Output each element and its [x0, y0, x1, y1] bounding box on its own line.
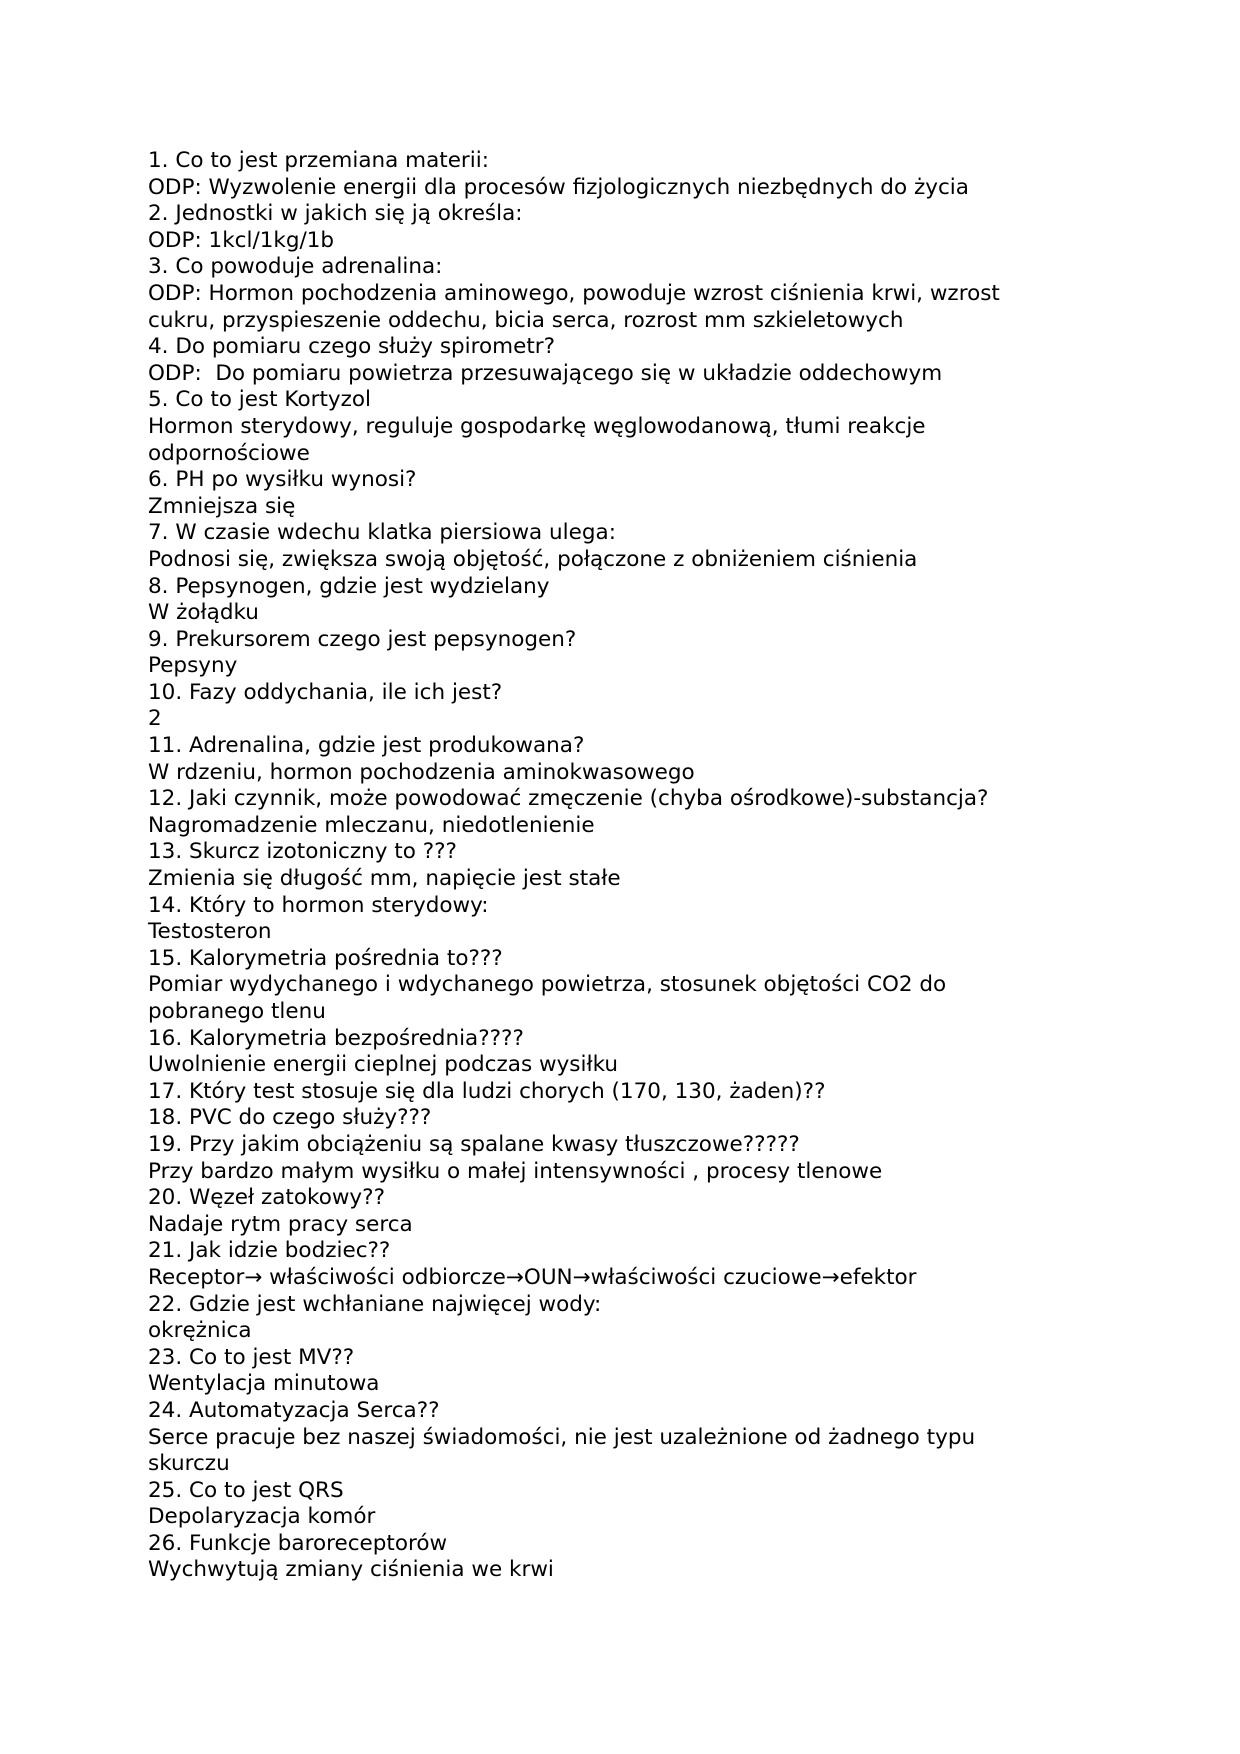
text-line: 20. Węzeł zatokowy??: [148, 1185, 385, 1211]
text-line: 13. Skurcz izotoniczny to ???: [148, 839, 457, 865]
text-line: 7. W czasie wdechu klatka piersiowa ulega:: [148, 520, 616, 546]
text-line: ODP: Hormon pochodzenia aminowego, powoduje wzrost ciśnienia krwi, wzrost: [148, 280, 1000, 306]
text-line: 3. Co powoduje adrenalina:: [148, 254, 443, 280]
text-line: 21. Jak idzie bodziec??: [148, 1238, 391, 1264]
text-line: 24. Automatyzacja Serca??: [148, 1397, 440, 1423]
text-line: 1. Co to jest przemiana materii:: [148, 148, 489, 173]
text-line: 19. Przy jakim obciążeniu są spalane kwasy tłuszczowe?????: [148, 1131, 800, 1157]
text-line: Receptor→ właściwości odbiorcze→OUN→właściwości czuciowe→efektor: [148, 1264, 917, 1290]
text-line: 17. Który test stosuje się dla ludzi chorych (170, 130, żaden)??: [148, 1078, 826, 1104]
text-line: Pomiar wydychanego i wdychanego powietrza, stosunek objętości CO2 do: [148, 972, 947, 998]
text-line: 5. Co to jest Kortyzol: [148, 387, 372, 413]
text-line: Hormon sterydowy, reguluje gospodarkę węglowodanową, tłumi reakcje: [148, 413, 926, 439]
text-line: W żołądku: [148, 600, 259, 626]
text-line: Nadaje rytm pracy serca: [148, 1211, 413, 1237]
text-line: Uwolnienie energii cieplnej podczas wysiłku: [148, 1052, 618, 1078]
text-line: 9. Prekursorem czego jest pepsynogen?: [148, 626, 577, 652]
text-line: 8. Pepsynogen, gdzie jest wydzielany: [148, 573, 550, 599]
text-line: Zmniejsza się: [148, 493, 296, 519]
text-line: 22. Gdzie jest wchłaniane najwięcej wody:: [148, 1291, 602, 1317]
text-line: 16. Kalorymetria bezpośrednia????: [148, 1025, 524, 1051]
text-line: 23. Co to jest MV??: [148, 1344, 355, 1370]
text-line: Pepsyny: [148, 653, 238, 679]
text-line: Wychwytują zmiany ciśnienia we krwi: [148, 1557, 554, 1583]
text-line: Depolaryzacja komór: [148, 1504, 376, 1530]
text-line: 14. Który to hormon sterydowy:: [148, 892, 489, 918]
text-line: Zmienia się długość mm, napięcie jest stałe: [148, 866, 621, 892]
text-line: odpornościowe: [148, 440, 310, 466]
text-line: 2. Jednostki w jakich się ją określa:: [148, 201, 523, 227]
text-line: pobranego tlenu: [148, 999, 326, 1024]
text-line: 15. Kalorymetria pośrednia to???: [148, 945, 503, 971]
text-line: okrężnica: [148, 1318, 252, 1344]
text-line: 11. Adrenalina, gdzie jest produkowana?: [148, 733, 585, 759]
text-line: 10. Fazy oddychania, ile ich jest?: [148, 679, 503, 705]
text-line: 18. PVC do czego służy???: [148, 1105, 432, 1131]
text-line: 4. Do pomiaru czego służy spirometr?: [148, 334, 556, 360]
text-line: 26. Funkcje baroreceptorów: [148, 1530, 448, 1556]
text-line: Nagromadzenie mleczanu, niedotlenienie: [148, 812, 595, 838]
text-line: 6. PH po wysiłku wynosi?: [148, 467, 417, 493]
text-line: Testosteron: [148, 919, 272, 945]
text-line: 2: [148, 706, 162, 732]
text-line: Serce pracuje bez naszej świadomości, nie jest uzależnione od żadnego typu: [148, 1424, 976, 1450]
text-line: Podnosi się, zwiększa swoją objętość, połączone z obniżeniem ciśnienia: [148, 546, 918, 572]
text-line: Wentylacja minutowa: [148, 1371, 380, 1397]
text-line: ODP: 1kcl/1kg/1b: [148, 227, 335, 253]
text-line: ODP: Wyzwolenie energii dla procesów fizjologicznych niezbędnych do życia: [148, 174, 969, 200]
text-line: skurczu: [148, 1451, 230, 1477]
text-line: 12. Jaki czynnik, może powodować zmęczenie (chyba ośrodkowe)-substancja?: [148, 786, 989, 812]
text-line: 25. Co to jest QRS: [148, 1477, 344, 1503]
text-line: W rdzeniu, hormon pochodzenia aminokwasowego: [148, 759, 695, 785]
text-line: Przy bardzo małym wysiłku o małej intensywności , procesy tlenowe: [148, 1158, 883, 1184]
document-body: [148, 148, 1088, 1584]
text-line: cukru, przyspieszenie oddechu, bicia serca, rozrost mm szkieletowych: [148, 307, 904, 333]
text-line: ODP: Do pomiaru powietrza przesuwającego się w układzie oddechowym: [148, 360, 943, 386]
